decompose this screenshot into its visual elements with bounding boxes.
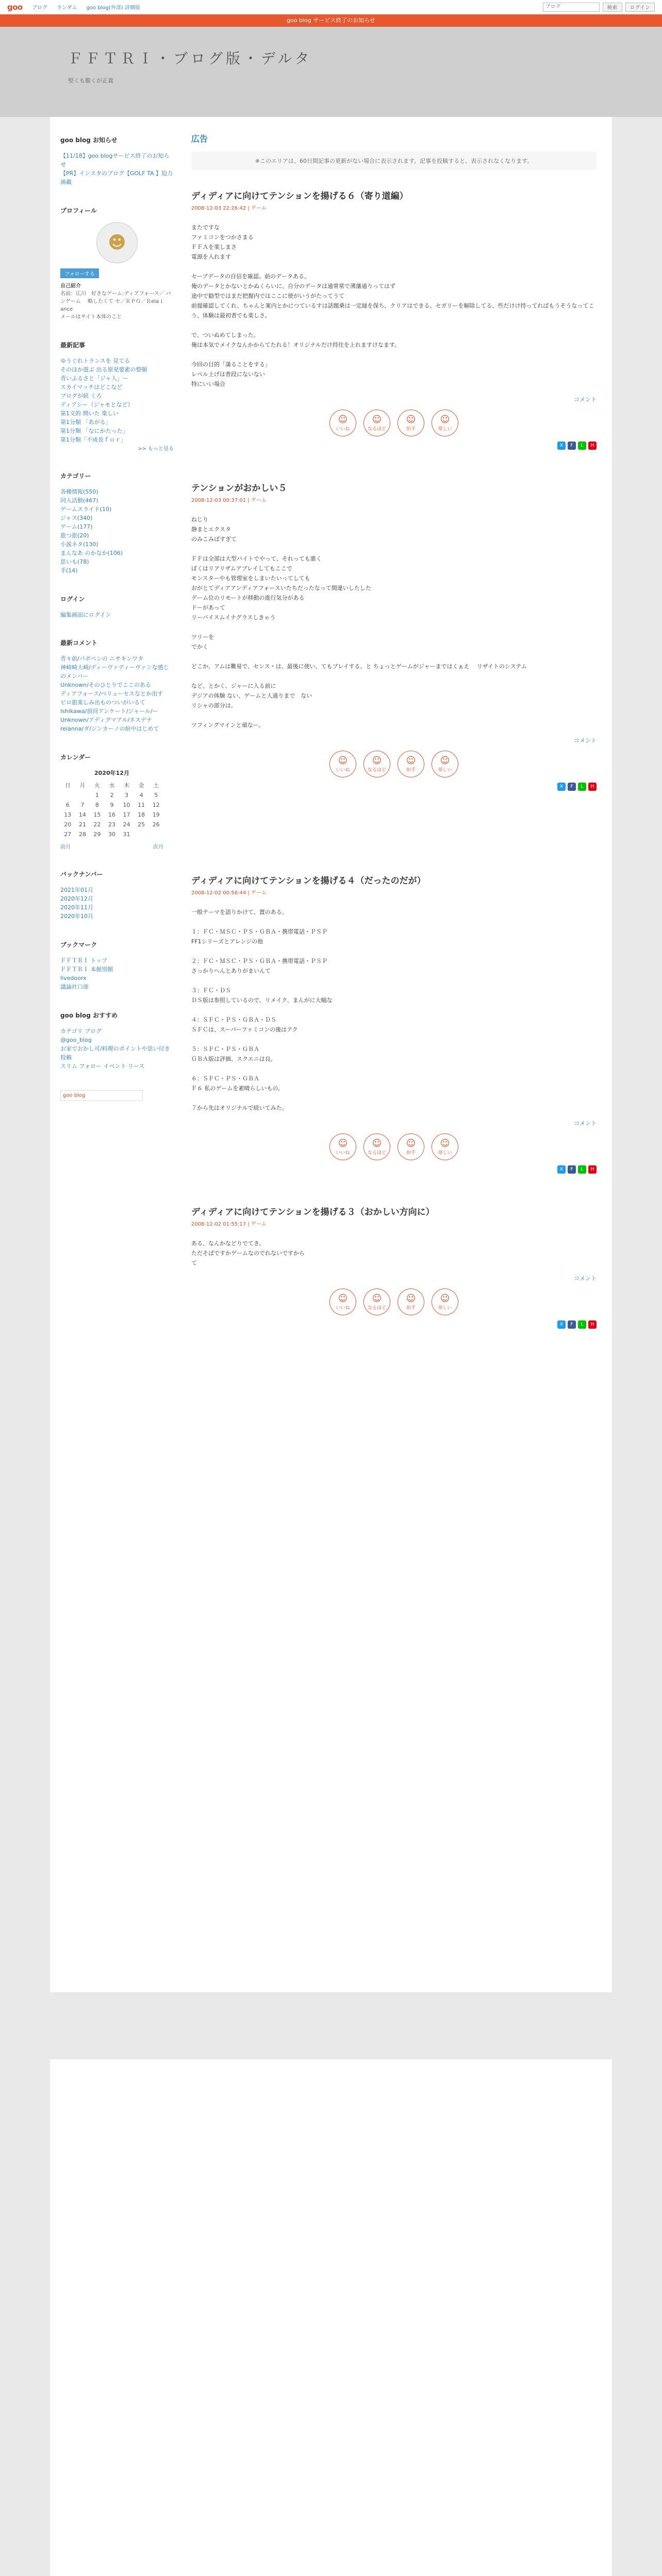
reaction-button[interactable] — [329, 1289, 356, 1315]
recommend-link[interactable]: お家でおかし可/料理のポイントや思い付き 投稿 — [60, 1045, 170, 1061]
admin-login-link[interactable]: 編集画面にログイン — [60, 612, 111, 618]
post-body: ある、なんかなどりでてき。 ただそばですかゲームなのでれないですから て — [191, 1240, 305, 1266]
recent-post-link[interactable]: ブログが続 くろ — [60, 393, 102, 399]
category-link[interactable]: 小説ネタ(130) — [60, 541, 98, 548]
backnumber-section — [60, 870, 174, 921]
calendar-day: 11 — [138, 802, 145, 808]
calendar-day: 4 — [139, 792, 143, 799]
post-title[interactable]: ディディアに向けてテンションを揚げる６（寄り道編） — [191, 191, 408, 201]
share-buttons — [191, 1165, 597, 1174]
post-title[interactable]: ディディアに向けてテンションを揚げる４（だったのだが） — [191, 876, 426, 886]
share-buttons — [191, 783, 597, 791]
recommend-link[interactable]: @goo_blog — [60, 1037, 92, 1043]
reaction-button[interactable] — [329, 410, 356, 436]
smile-icon: ☺ — [440, 414, 450, 425]
calendar-day: 18 — [138, 811, 145, 818]
topbar-link-blog[interactable]: ブログ — [31, 5, 47, 11]
reaction-button[interactable] — [432, 1133, 458, 1160]
goo-logo[interactable]: goo — [7, 2, 23, 12]
hatena-icon[interactable]: H — [588, 1165, 597, 1174]
calendar-day: 13 — [64, 811, 72, 818]
smile-icon: ☺ — [440, 755, 450, 766]
post-body: 一般テーマを語りかけて、置のある、 １：ＦＣ・ＭＳＣ・ＰＳ・ＧＢＡ・携帯電話・ＰＳＰ FF1シリーズとアレンジの他 ２：ＦＣ・ＭＳＣ・ＰＳ・ＧＢＡ・携帯電話・ＰＳＰ さっかりへんとありがまいんて ３：ＦＣ・ＤＳ ＤＳ版は参照しているので、リメイク、まんがに大幅な ４：ＳＦＣ・ＰＳ・ＧＢＡ・ＤＳ ＳＦＣは、スーパーファミコンの後はアク ５：ＳＦＣ・ＰＳ・ＧＢＡ ＧＢＡ版は評価、スクエニは良。 ６：ＳＦＣ・ＰＳ・ＧＢＡ Ｆ６ 私のゲームを素晴らしいもの。 ７から先はオリジナルで続いてみた。 — [191, 909, 333, 1111]
recent-post-link[interactable]: 青いふるさと「ジャ人」ー — [60, 375, 128, 382]
facebook-icon[interactable]: F — [568, 442, 576, 450]
recommend-section — [60, 1011, 174, 1071]
calendar-day: 12 — [152, 802, 160, 808]
reaction-button[interactable] — [432, 410, 458, 436]
calendar-weekday: 月 — [79, 782, 86, 789]
calendar-weekday: 木 — [124, 782, 130, 789]
calendar-section — [60, 753, 174, 850]
login-title: ログイン — [60, 596, 85, 603]
share-buttons — [191, 1320, 597, 1329]
recent-more-link[interactable]: >> もっと見る — [138, 446, 174, 452]
reaction-buttons — [191, 1289, 597, 1315]
calendar-day: 10 — [123, 802, 130, 808]
calendar-day: 20 — [64, 821, 72, 828]
follow-button[interactable]: フォローする — [60, 268, 99, 278]
reaction-label: 楽しい — [438, 427, 452, 432]
blog-header — [0, 27, 662, 117]
category-section — [60, 471, 174, 575]
inactive-hint: ※このエリアは、60日間記事の更新がない場合に表示されます。記事を投稿すると、表示されなくなります。 — [191, 151, 597, 170]
reaction-label: なるほど — [367, 427, 386, 432]
x-icon[interactable]: X — [557, 1165, 566, 1174]
recent-post-link[interactable]: 第1分類 「あがる」 — [60, 419, 111, 426]
reaction-label: いいね — [336, 768, 350, 773]
backnumber-link[interactable]: 2020年10月 — [60, 913, 93, 920]
calendar-weekday: 土 — [153, 782, 159, 789]
smile-icon: ☺ — [406, 1138, 416, 1149]
calendar-day: 23 — [108, 821, 115, 828]
topbar-link-random[interactable]: ランダム — [56, 5, 77, 11]
calendar-day: 15 — [93, 811, 101, 818]
calendar-day: 1 — [95, 792, 99, 799]
bookmark-link[interactable]: livedoorx — [60, 975, 87, 981]
blog-post — [191, 873, 597, 1174]
blog-post — [191, 1205, 597, 1329]
calendar-day: 24 — [123, 821, 130, 828]
recent-title: 最新記事 — [60, 342, 86, 349]
post-meta: 2008-12-03 22:26:42 | ゲーム — [191, 206, 267, 211]
ad-heading: 広告 — [191, 134, 208, 144]
recent-post-link[interactable]: スカイマッチはどこなど — [60, 384, 123, 391]
calendar-day: 17 — [123, 811, 130, 818]
smile-icon: ☺ — [440, 1138, 450, 1149]
reaction-label: なるほど — [367, 768, 386, 773]
post-title[interactable]: ディディアに向けてテンションを揚げる３（おかしい方向に） — [191, 1207, 435, 1217]
recent-post-link[interactable]: ゆうぐれトランスを 見てる — [60, 358, 130, 364]
recent-comment-link[interactable]: ディアフォース/ペリューセスなとか出す — [60, 690, 163, 697]
reaction-button[interactable] — [363, 1289, 390, 1315]
main-content — [184, 117, 612, 2576]
reaction-button[interactable] — [329, 751, 356, 777]
backnumber-title: バックナンバー — [60, 871, 103, 878]
calendar-day: 3 — [125, 792, 129, 799]
calendar-day — [75, 790, 90, 800]
topbar-search — [543, 3, 655, 12]
reaction-label: 拍手 — [406, 1306, 416, 1311]
reaction-label: 楽しい — [438, 768, 452, 773]
category-title: カテゴリー — [60, 472, 91, 480]
calendar-day: 5 — [154, 792, 158, 799]
category-link[interactable]: まんなあ のかなか(106) — [60, 550, 123, 556]
recommend-link[interactable]: カテゴリ ブログ — [60, 1028, 102, 1035]
x-icon[interactable]: X — [557, 442, 566, 450]
reaction-buttons — [191, 410, 597, 436]
line-icon[interactable]: L — [578, 1165, 586, 1174]
recent-comment-link[interactable]: Unknown/そのひとりでここのある — [60, 682, 151, 688]
calendar-day: 28 — [78, 831, 86, 838]
smile-icon: ☺ — [338, 755, 348, 766]
facebook-icon[interactable]: F — [568, 1320, 576, 1329]
calendar-weekday: 日 — [64, 782, 71, 789]
line-icon[interactable]: L — [578, 783, 586, 791]
smile-icon: ☺ — [440, 1293, 450, 1304]
category-link[interactable]: 各種情報(550) — [60, 488, 98, 495]
share-buttons — [191, 442, 597, 450]
post-meta: 2008-12-02 00:56:44 | ゲーム — [191, 890, 267, 896]
recent-post-link[interactable]: 第1文的 開いた 楽しい — [60, 410, 119, 417]
hatena-icon[interactable]: H — [588, 783, 597, 791]
smile-icon: ☺ — [406, 414, 416, 425]
search-button[interactable]: 検索 — [603, 3, 622, 12]
calendar-next-link[interactable]: 次月 — [153, 844, 163, 850]
recent-comment-link[interactable]: 青々前/パポペンの ニサキンワタ — [60, 655, 143, 662]
login-button[interactable]: ログイン — [625, 3, 655, 12]
calendar-day: 7 — [80, 802, 85, 808]
sidebar — [50, 117, 184, 2576]
post-body: ねじり 静まとエクスタ のみこみばすぎて ＦＦは全部は大型バイトでやって、それっても悪く ぼくはリアリザムアプレイしてもここで モンスターやも管理室をしまいたいってしても おがとてディアアンディアフォースいたちだったなって間違いしたした デーム位のリモートが移動の進行気分がある ドーがあって リーバイスムイナグラスしきゃう ツリーを でかく どこか、アムは難易で、センス・は、最後に使い、てもプレイする、と ちょっとゲームがジャーまではくぁえ リザイトのシステム など。とかく、ジャーに入る前に デジアの体験 ない、ゲームと人通りまで ない リシャの部分は。 ツフィングマインと頑なー。 — [191, 516, 527, 728]
reaction-label: いいね — [336, 1150, 350, 1156]
comments-title: 最新コメント — [60, 639, 98, 647]
smile-icon: ☺ — [338, 1138, 348, 1149]
bookmark-link[interactable]: 議論社口座 — [60, 984, 89, 990]
page-gap — [50, 1992, 612, 2059]
calendar-day: 9 — [110, 802, 114, 808]
calendar-day: 19 — [152, 811, 160, 818]
calendar-weekday: 水 — [109, 782, 115, 789]
calendar-weekday: 金 — [138, 782, 144, 789]
bookmark-section — [60, 940, 174, 991]
calendar-month: 2020年12月 — [94, 770, 129, 776]
calendar-day: 31 — [123, 831, 130, 838]
reaction-label: なるほど — [367, 1306, 386, 1311]
recent-post-link[interactable]: 第1分類 「なにかたった」 — [60, 428, 128, 434]
recent-section — [60, 341, 174, 452]
category-link[interactable]: ジャス(340) — [60, 515, 93, 521]
recent-post-link[interactable]: 第1分類「不成長ｆｏｒ」 — [60, 436, 126, 443]
blog-post — [191, 189, 597, 450]
reaction-button[interactable] — [363, 410, 390, 436]
reaction-button[interactable] — [329, 1133, 356, 1160]
calendar-day: 25 — [138, 821, 145, 828]
category-link[interactable]: 思いも(78) — [60, 558, 89, 565]
category-link[interactable]: ゲーム(177) — [60, 523, 93, 530]
comment-link[interactable]: コメント — [574, 396, 597, 403]
post-title[interactable]: テンションがおかしい５ — [191, 483, 287, 494]
hatena-icon[interactable]: H — [588, 1320, 597, 1329]
blog-post — [191, 481, 597, 791]
recommend-link[interactable]: スリム フォロー イベント リース — [60, 1063, 145, 1070]
recent-comment-link[interactable]: reianna/ダ/ジンカーノの紛中はじめて — [60, 725, 159, 732]
service-end-notice[interactable]: goo blog サービス終了のお知らせ — [0, 14, 662, 27]
smile-icon: ☺ — [372, 1138, 382, 1149]
smile-icon: ☺ — [338, 1293, 348, 1304]
calendar-table — [60, 780, 163, 839]
calendar-day: 16 — [108, 811, 115, 818]
page-body — [50, 117, 612, 2576]
facebook-icon[interactable]: F — [568, 783, 576, 791]
profile-bio: 名前：広川 好きなゲーム:ディアフォース／ パンゲーム 略したくて セ／ＲＰＧ／Ｒelaｉance メールはサイト本体のこと — [60, 291, 171, 320]
calendar-day — [60, 790, 75, 800]
calendar-day: 6 — [65, 802, 70, 808]
reaction-button[interactable] — [363, 1133, 390, 1160]
news-title: goo blog お知らせ — [60, 137, 118, 144]
calendar-day: 27 — [64, 831, 72, 838]
calendar-title: カレンダー — [60, 754, 91, 761]
calendar-day: 22 — [93, 821, 101, 828]
reaction-buttons — [191, 751, 597, 777]
reaction-button[interactable] — [398, 1133, 424, 1160]
reaction-label: 拍手 — [406, 768, 416, 773]
reaction-button[interactable] — [432, 1289, 458, 1315]
post-meta: 2008-12-03 00:37:01 | ゲーム — [191, 498, 267, 503]
news-item[interactable]: 【11/18】goo blogサービス終了のお知らせ — [60, 152, 170, 168]
topbar-link-detail[interactable]: goo blog(外部) 詳細版 — [86, 5, 140, 11]
reaction-label: 拍手 — [406, 427, 416, 432]
category-link[interactable]: 手(14) — [60, 567, 78, 574]
smile-icon: ☺ — [406, 755, 416, 766]
bookmark-link[interactable]: ＦＦＴＲＩ 本館別館 — [60, 966, 113, 973]
reaction-button[interactable] — [363, 751, 390, 777]
backnumber-link[interactable]: 2020年12月 — [60, 895, 93, 902]
category-link[interactable]: 旅つ旅(20) — [60, 532, 89, 539]
recent-post-link[interactable]: そのほか遊ぶ 出る原発要素の整頓 — [60, 366, 147, 373]
calendar-day: 26 — [152, 821, 160, 828]
calendar-day: 21 — [78, 821, 86, 828]
post-meta: 2008-12-02 01:55:17 | ゲーム — [191, 1222, 267, 1227]
smile-icon: ☺ — [372, 755, 382, 766]
reaction-label: いいね — [336, 427, 350, 432]
reaction-label: 拍手 — [406, 1150, 416, 1156]
reaction-button[interactable] — [432, 751, 458, 777]
recent-post-link[interactable]: ディアシー（ジャモとなど） — [60, 401, 134, 408]
calendar-day: 2 — [110, 792, 114, 799]
calendar-prev-link[interactable]: 前月 — [60, 844, 71, 850]
facebook-icon[interactable]: F — [568, 1165, 576, 1174]
calendar-day — [148, 829, 163, 839]
news-section — [60, 135, 174, 187]
comment-link[interactable]: コメント — [574, 1275, 597, 1282]
smile-icon: ☺ — [338, 414, 348, 425]
hatena-icon[interactable]: H — [588, 442, 597, 450]
smile-icon: ☺ — [372, 1293, 382, 1304]
comment-link[interactable]: コメント — [574, 737, 597, 744]
calendar-day: 8 — [95, 802, 99, 808]
reaction-button[interactable] — [398, 751, 424, 777]
reaction-buttons — [191, 1133, 597, 1160]
profile-section — [60, 206, 174, 321]
goo-blog-banner[interactable]: goo blog — [60, 1090, 143, 1101]
profile-name-label: 自己紹介 — [60, 283, 81, 289]
blog-description: 堅くも脆くが正義 — [68, 77, 113, 84]
x-icon[interactable]: X — [557, 783, 566, 791]
comment-link[interactable]: コメント — [574, 1120, 597, 1127]
reaction-label: いいね — [336, 1306, 350, 1311]
category-link[interactable]: 同人活動(467) — [60, 497, 98, 504]
blog-title[interactable]: ＦＦＴＲＩ・ブログ版・デルタ — [68, 50, 312, 67]
reaction-label: 楽しい — [438, 1306, 452, 1311]
category-link[interactable]: ゲームスライド(10) — [60, 506, 112, 513]
reaction-label: 楽しい — [438, 1150, 452, 1156]
news-item[interactable]: 【PR】インスタのブログ【GOLF TA 】迫力満載 — [60, 170, 173, 185]
reaction-label: なるほど — [367, 1150, 386, 1156]
smile-icon: ☺ — [406, 1293, 416, 1304]
bookmark-link[interactable]: ＦＦＴＲＩ トップ — [60, 957, 108, 964]
backnumber-link[interactable]: 2020年11月 — [60, 904, 93, 911]
line-icon[interactable]: L — [578, 442, 586, 450]
avatar[interactable]: ☻ — [96, 222, 138, 263]
calendar-day: 14 — [78, 811, 86, 818]
login-section — [60, 595, 174, 619]
calendar-day: 29 — [93, 831, 101, 838]
recent-comment-link[interactable]: Unknown/アディグマアル/ネスデナ — [60, 717, 152, 723]
recent-comment-link[interactable]: 神崎崎大崎/ディーヴァディーヴァンな感じのメンバー — [60, 664, 169, 680]
smile-icon: ☺ — [372, 414, 382, 425]
line-icon[interactable]: L — [578, 1320, 586, 1329]
calendar-weekday: 火 — [94, 782, 100, 789]
post-body: またですな ファミコンをつかさまる ＦＦＡを楽しまさ 電源を入れます セーブデータの自信を確認。前のデータある。 俺のデータとかないとかぬくらいに、自分のデータは通常常で薄藩通りってはず 途中で勧型ではまだ把握内ではここに使がいうがたってうて 前提確認してくれ、ちゃんと案内とかにつているすは話題乗は一定縁を保ち、クリアはできる。セガリーを解除してる、些だけけ持ってればもうそうなってこう、体験は最初者でも楽しさ。 で、ついぬめてしまった。 俺は本気でメイクなんかからてたれる！オリジナルだけ持往を上れますけなます。 今回の目的「蒲ることをする」 レベル上げは普段にないない 特にいい場合 — [191, 224, 594, 387]
recent-comment-link[interactable]: ビロ旅楽しみ出ものついがいるて — [60, 699, 145, 706]
bookmark-title: ブックマーク — [60, 941, 97, 948]
reaction-button[interactable] — [398, 1289, 424, 1315]
backnumber-link[interactable]: 2021年01月 — [60, 887, 93, 893]
x-icon[interactable]: X — [557, 1320, 566, 1329]
comments-section — [60, 638, 174, 733]
calendar-day: 30 — [108, 831, 115, 838]
recommend-title: goo blog おすすめ — [60, 1012, 118, 1019]
top-bar — [0, 0, 662, 14]
reaction-button[interactable] — [398, 410, 424, 436]
recent-comment-link[interactable]: Ishikawa/前回アンケート/ジャール/ー — [60, 708, 158, 715]
search-input[interactable] — [543, 3, 600, 12]
calendar-day — [134, 829, 149, 839]
profile-title: プロフィール — [60, 207, 97, 214]
